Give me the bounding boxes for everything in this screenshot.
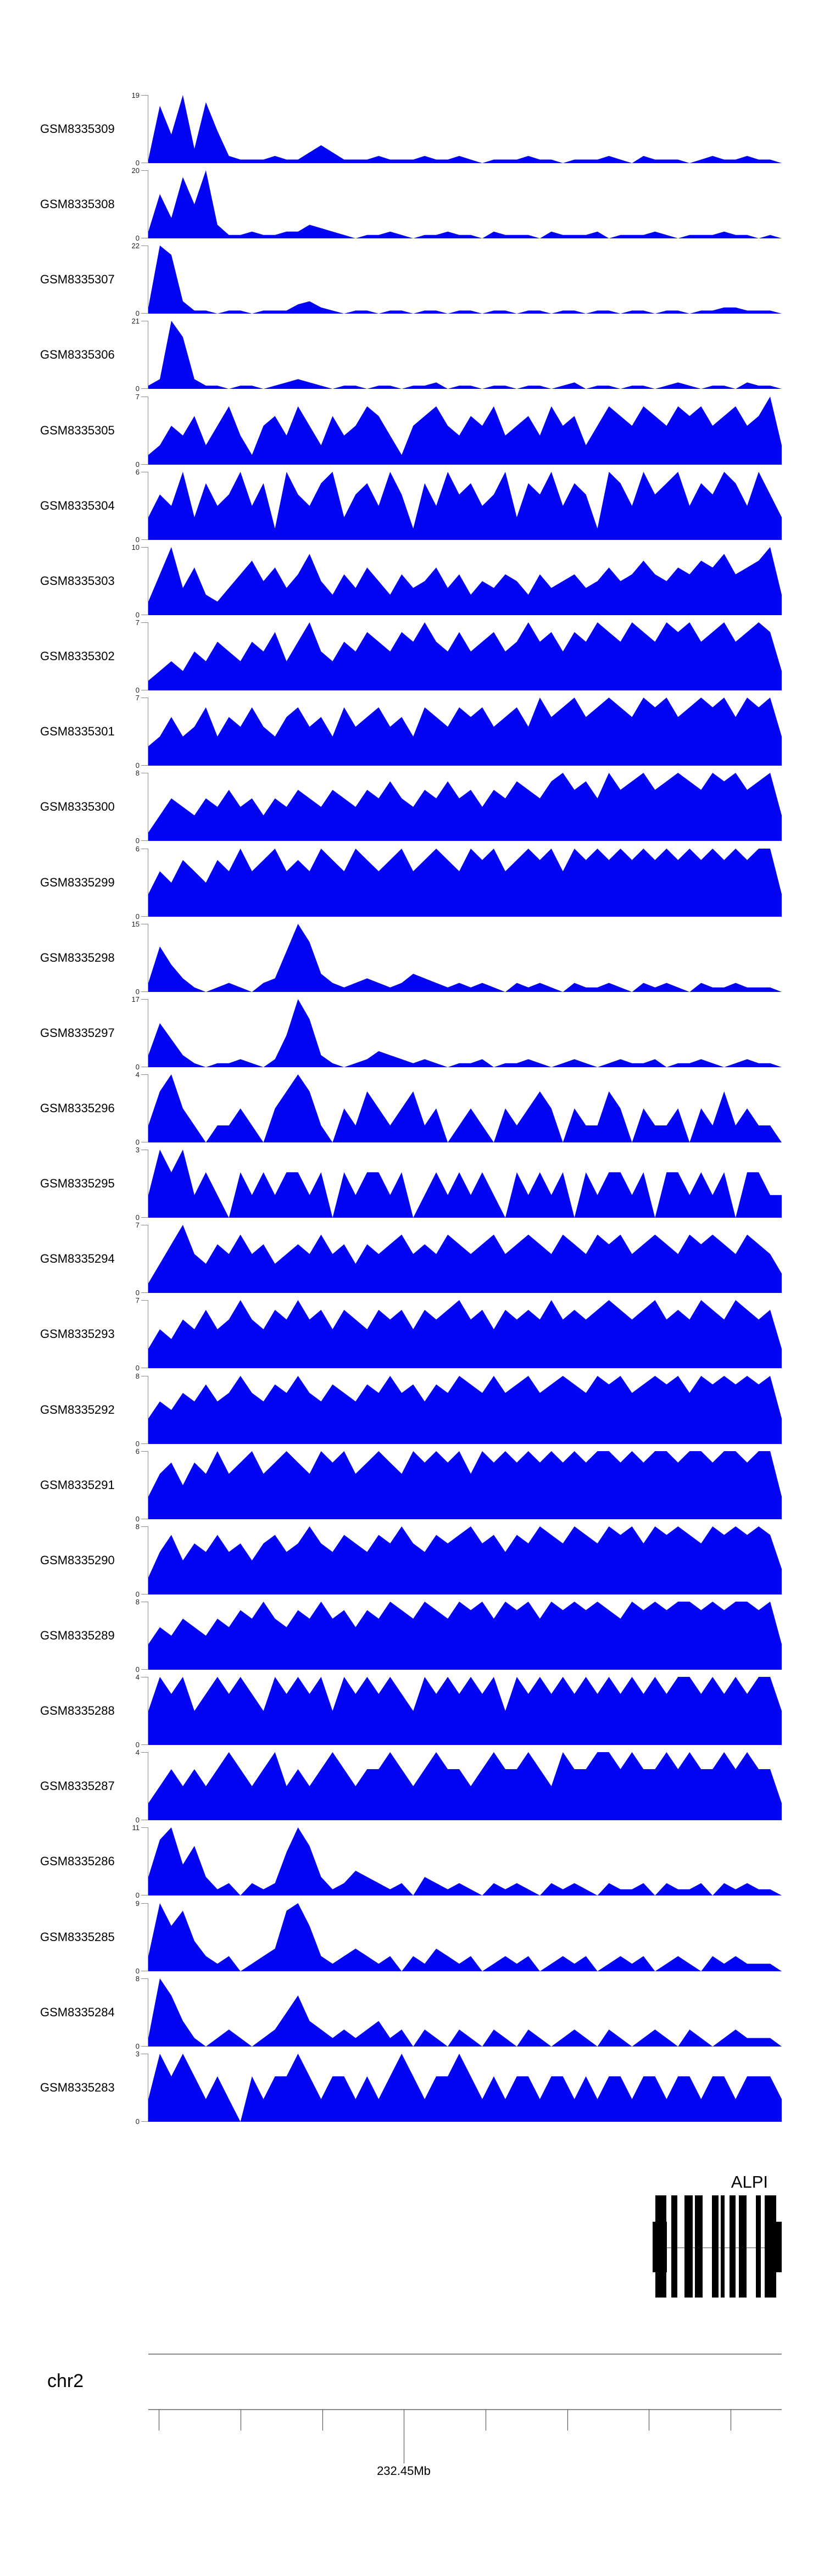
yaxis-max-label: 9 (135, 1899, 140, 1908)
track-label: GSM8335292 (40, 1403, 115, 1417)
signal-area (148, 1451, 782, 1519)
signal-area (148, 1074, 782, 1142)
yaxis-max-label: 7 (135, 618, 140, 627)
signal-polygon (148, 2054, 782, 2122)
yaxis-min-label: 0 (135, 234, 140, 242)
yaxis-min-label: 0 (135, 1590, 140, 1598)
gene-exon-bar (671, 2195, 677, 2298)
signal-polygon (148, 1300, 782, 1368)
track-label: GSM8335286 (40, 1854, 115, 1868)
yaxis-min-label: 0 (135, 837, 140, 845)
signal-area (148, 1300, 782, 1368)
signal-area (148, 849, 782, 917)
signal-polygon (148, 999, 782, 1067)
yaxis-max-label: 4 (135, 1070, 140, 1079)
track-label: GSM8335304 (40, 499, 115, 512)
ruler-position-label: 232.45Mb (377, 2464, 431, 2478)
yaxis-min-label: 0 (135, 1891, 140, 1899)
yaxis-min-label: 0 (135, 159, 140, 167)
track-label: GSM8335303 (40, 574, 115, 588)
signal-area (148, 547, 782, 615)
track-label: GSM8335289 (40, 1629, 115, 1642)
yaxis-max-label: 8 (135, 1523, 140, 1531)
track-label: GSM8335301 (40, 724, 115, 738)
yaxis-tick (141, 2121, 148, 2122)
yaxis-max-label: 10 (131, 543, 140, 551)
gene-exon-bar (655, 2195, 666, 2298)
yaxis-max-label: 7 (135, 694, 140, 702)
yaxis-min-label: 0 (135, 1665, 140, 1674)
yaxis-tick (141, 1074, 148, 1075)
yaxis-min-label: 0 (135, 1440, 140, 1448)
yaxis-max-label: 8 (135, 1372, 140, 1380)
signal-polygon (148, 397, 782, 465)
yaxis-tick (141, 170, 148, 171)
yaxis-min-label: 0 (135, 761, 140, 770)
signal-polygon (148, 95, 782, 163)
signal-area (148, 1827, 782, 1895)
yaxis-tick (141, 1978, 148, 1979)
gene-exon-bar (721, 2195, 725, 2298)
signal-polygon (148, 698, 782, 766)
yaxis-tick (141, 991, 148, 992)
gene-exon-bar (712, 2195, 719, 2298)
yaxis-tick (141, 1526, 148, 1527)
yaxis-tick (141, 1217, 148, 1218)
signal-area (148, 622, 782, 690)
yaxis-min-label: 0 (135, 384, 140, 393)
yaxis-max-label: 19 (131, 91, 140, 99)
yaxis-max-label: 6 (135, 468, 140, 476)
gene-exon-bar (756, 2195, 761, 2298)
yaxis-tick (141, 1903, 148, 1904)
yaxis-max-label: 8 (135, 1975, 140, 1983)
track-label: GSM8335298 (40, 951, 115, 964)
track-label: GSM8335295 (40, 1177, 115, 1190)
signal-polygon (148, 773, 782, 841)
yaxis-tick (141, 547, 148, 548)
yaxis-max-label: 22 (131, 242, 140, 250)
signal-area (148, 397, 782, 465)
signal-area (148, 170, 782, 238)
signal-area (148, 924, 782, 992)
signal-area (148, 999, 782, 1067)
yaxis-tick (141, 1451, 148, 1452)
yaxis-min-label: 0 (135, 1816, 140, 1824)
signal-area (148, 1225, 782, 1293)
yaxis-max-label: 8 (135, 1598, 140, 1606)
track-label: GSM8335283 (40, 2081, 115, 2094)
yaxis-max-label: 7 (135, 393, 140, 401)
signal-area (148, 698, 782, 766)
yaxis-min-label: 0 (135, 2042, 140, 2050)
signal-polygon (148, 1978, 782, 2047)
track-label: GSM8335287 (40, 1779, 115, 1793)
yaxis-tick (141, 1752, 148, 1753)
track-label: GSM8335308 (40, 197, 115, 211)
signal-area (148, 321, 782, 389)
signal-area (148, 1978, 782, 2047)
yaxis-max-label: 15 (131, 920, 140, 928)
yaxis-min-label: 0 (135, 460, 140, 469)
signal-polygon (148, 1602, 782, 1670)
chromosome-line (148, 2354, 782, 2355)
track-label: GSM8335288 (40, 1704, 115, 1718)
track-label: GSM8335290 (40, 1553, 115, 1567)
yaxis-tick (141, 1300, 148, 1301)
yaxis-min-label: 0 (135, 611, 140, 619)
signal-polygon (148, 924, 782, 992)
signal-polygon (148, 170, 782, 238)
yaxis-min-label: 0 (135, 1364, 140, 1372)
signal-polygon (148, 1150, 782, 1218)
yaxis-max-label: 17 (131, 995, 140, 1003)
gene-exon-bar (695, 2195, 703, 2298)
yaxis-min-label: 0 (135, 1289, 140, 1297)
yaxis-tick (141, 765, 148, 766)
yaxis-min-label: 0 (135, 912, 140, 921)
track-label: GSM8335300 (40, 800, 115, 813)
signal-polygon (148, 1827, 782, 1895)
yaxis-max-label: 4 (135, 1748, 140, 1757)
track-label: GSM8335285 (40, 1930, 115, 1944)
signal-area (148, 1376, 782, 1444)
signal-area (148, 1602, 782, 1670)
gene-exon-bar (730, 2195, 736, 2298)
signal-area (148, 1677, 782, 1745)
yaxis-max-label: 3 (135, 1146, 140, 1154)
yaxis-min-label: 0 (135, 1138, 140, 1146)
yaxis-min-label: 0 (135, 536, 140, 544)
yaxis-max-label: 3 (135, 2050, 140, 2058)
signal-polygon (148, 472, 782, 540)
signal-area (148, 1526, 782, 1594)
signal-polygon (148, 1376, 782, 1444)
signal-polygon (148, 1451, 782, 1519)
signal-polygon (148, 547, 782, 615)
yaxis-tick (141, 1744, 148, 1745)
yaxis-min-label: 0 (135, 988, 140, 996)
yaxis-min-label: 0 (135, 309, 140, 317)
track-label: GSM8335294 (40, 1252, 115, 1265)
signal-area (148, 1903, 782, 1971)
track-label: GSM8335299 (40, 876, 115, 889)
track-label: GSM8335284 (40, 2005, 115, 2019)
ruler-axis-line (148, 2409, 782, 2410)
signal-polygon (148, 622, 782, 690)
signal-area (148, 773, 782, 841)
yaxis-min-label: 0 (135, 1213, 140, 1222)
ruler-minor-tick (322, 2410, 323, 2430)
gene-exon-bar (765, 2222, 782, 2272)
yaxis-min-label: 0 (135, 1515, 140, 1523)
gene-name-label: ALPI (731, 2172, 768, 2192)
track-label: GSM8335297 (40, 1026, 115, 1040)
signal-polygon (148, 1903, 782, 1971)
yaxis-tick (141, 95, 148, 96)
yaxis-tick (141, 1292, 148, 1293)
yaxis-max-label: 8 (135, 769, 140, 777)
track-label: GSM8335309 (40, 122, 115, 136)
yaxis-tick (141, 916, 148, 917)
signal-area (148, 1150, 782, 1218)
yaxis-min-label: 0 (135, 1741, 140, 1749)
yaxis-max-label: 20 (131, 166, 140, 175)
yaxis-tick (141, 1669, 148, 1670)
signal-polygon (148, 1752, 782, 1820)
yaxis-tick (141, 539, 148, 540)
gene-exon-bar (739, 2195, 747, 2298)
signal-area (148, 472, 782, 540)
track-label: GSM8335291 (40, 1478, 115, 1492)
signal-polygon (148, 321, 782, 389)
track-label: GSM8335305 (40, 423, 115, 437)
yaxis-max-label: 6 (135, 1447, 140, 1456)
yaxis-tick (141, 1443, 148, 1444)
yaxis-tick (141, 840, 148, 841)
signal-area (148, 95, 782, 163)
yaxis-min-label: 0 (135, 1063, 140, 1071)
signal-area (148, 1752, 782, 1820)
track-label: GSM8335302 (40, 649, 115, 663)
yaxis-max-label: 7 (135, 1296, 140, 1304)
signal-polygon (148, 1526, 782, 1594)
yaxis-tick (141, 1827, 148, 1828)
yaxis-min-label: 0 (135, 2117, 140, 2126)
yaxis-max-label: 11 (132, 1824, 140, 1832)
signal-area (148, 2054, 782, 2122)
yaxis-max-label: 7 (135, 1221, 140, 1229)
yaxis-max-label: 6 (135, 845, 140, 853)
ruler-minor-tick (567, 2410, 568, 2430)
yaxis-tick (141, 622, 148, 623)
yaxis-tick (141, 2046, 148, 2047)
track-label: GSM8335296 (40, 1101, 115, 1115)
track-label: GSM8335307 (40, 272, 115, 286)
gene-exon-bar (684, 2195, 693, 2298)
yaxis-tick (141, 388, 148, 389)
signal-polygon (148, 1677, 782, 1745)
signal-polygon (148, 1225, 782, 1293)
yaxis-tick (141, 313, 148, 314)
signal-area (148, 246, 782, 314)
chromosome-label: chr2 (47, 2371, 84, 2391)
yaxis-tick (141, 464, 148, 465)
yaxis-tick (141, 999, 148, 1000)
yaxis-min-label: 0 (135, 1967, 140, 1975)
track-label: GSM8335293 (40, 1327, 115, 1341)
track-label: GSM8335306 (40, 348, 115, 361)
signal-polygon (148, 849, 782, 917)
yaxis-max-label: 21 (131, 317, 140, 325)
yaxis-min-label: 0 (135, 686, 140, 694)
signal-polygon (148, 246, 782, 314)
yaxis-max-label: 4 (135, 1673, 140, 1681)
signal-polygon (148, 1074, 782, 1142)
